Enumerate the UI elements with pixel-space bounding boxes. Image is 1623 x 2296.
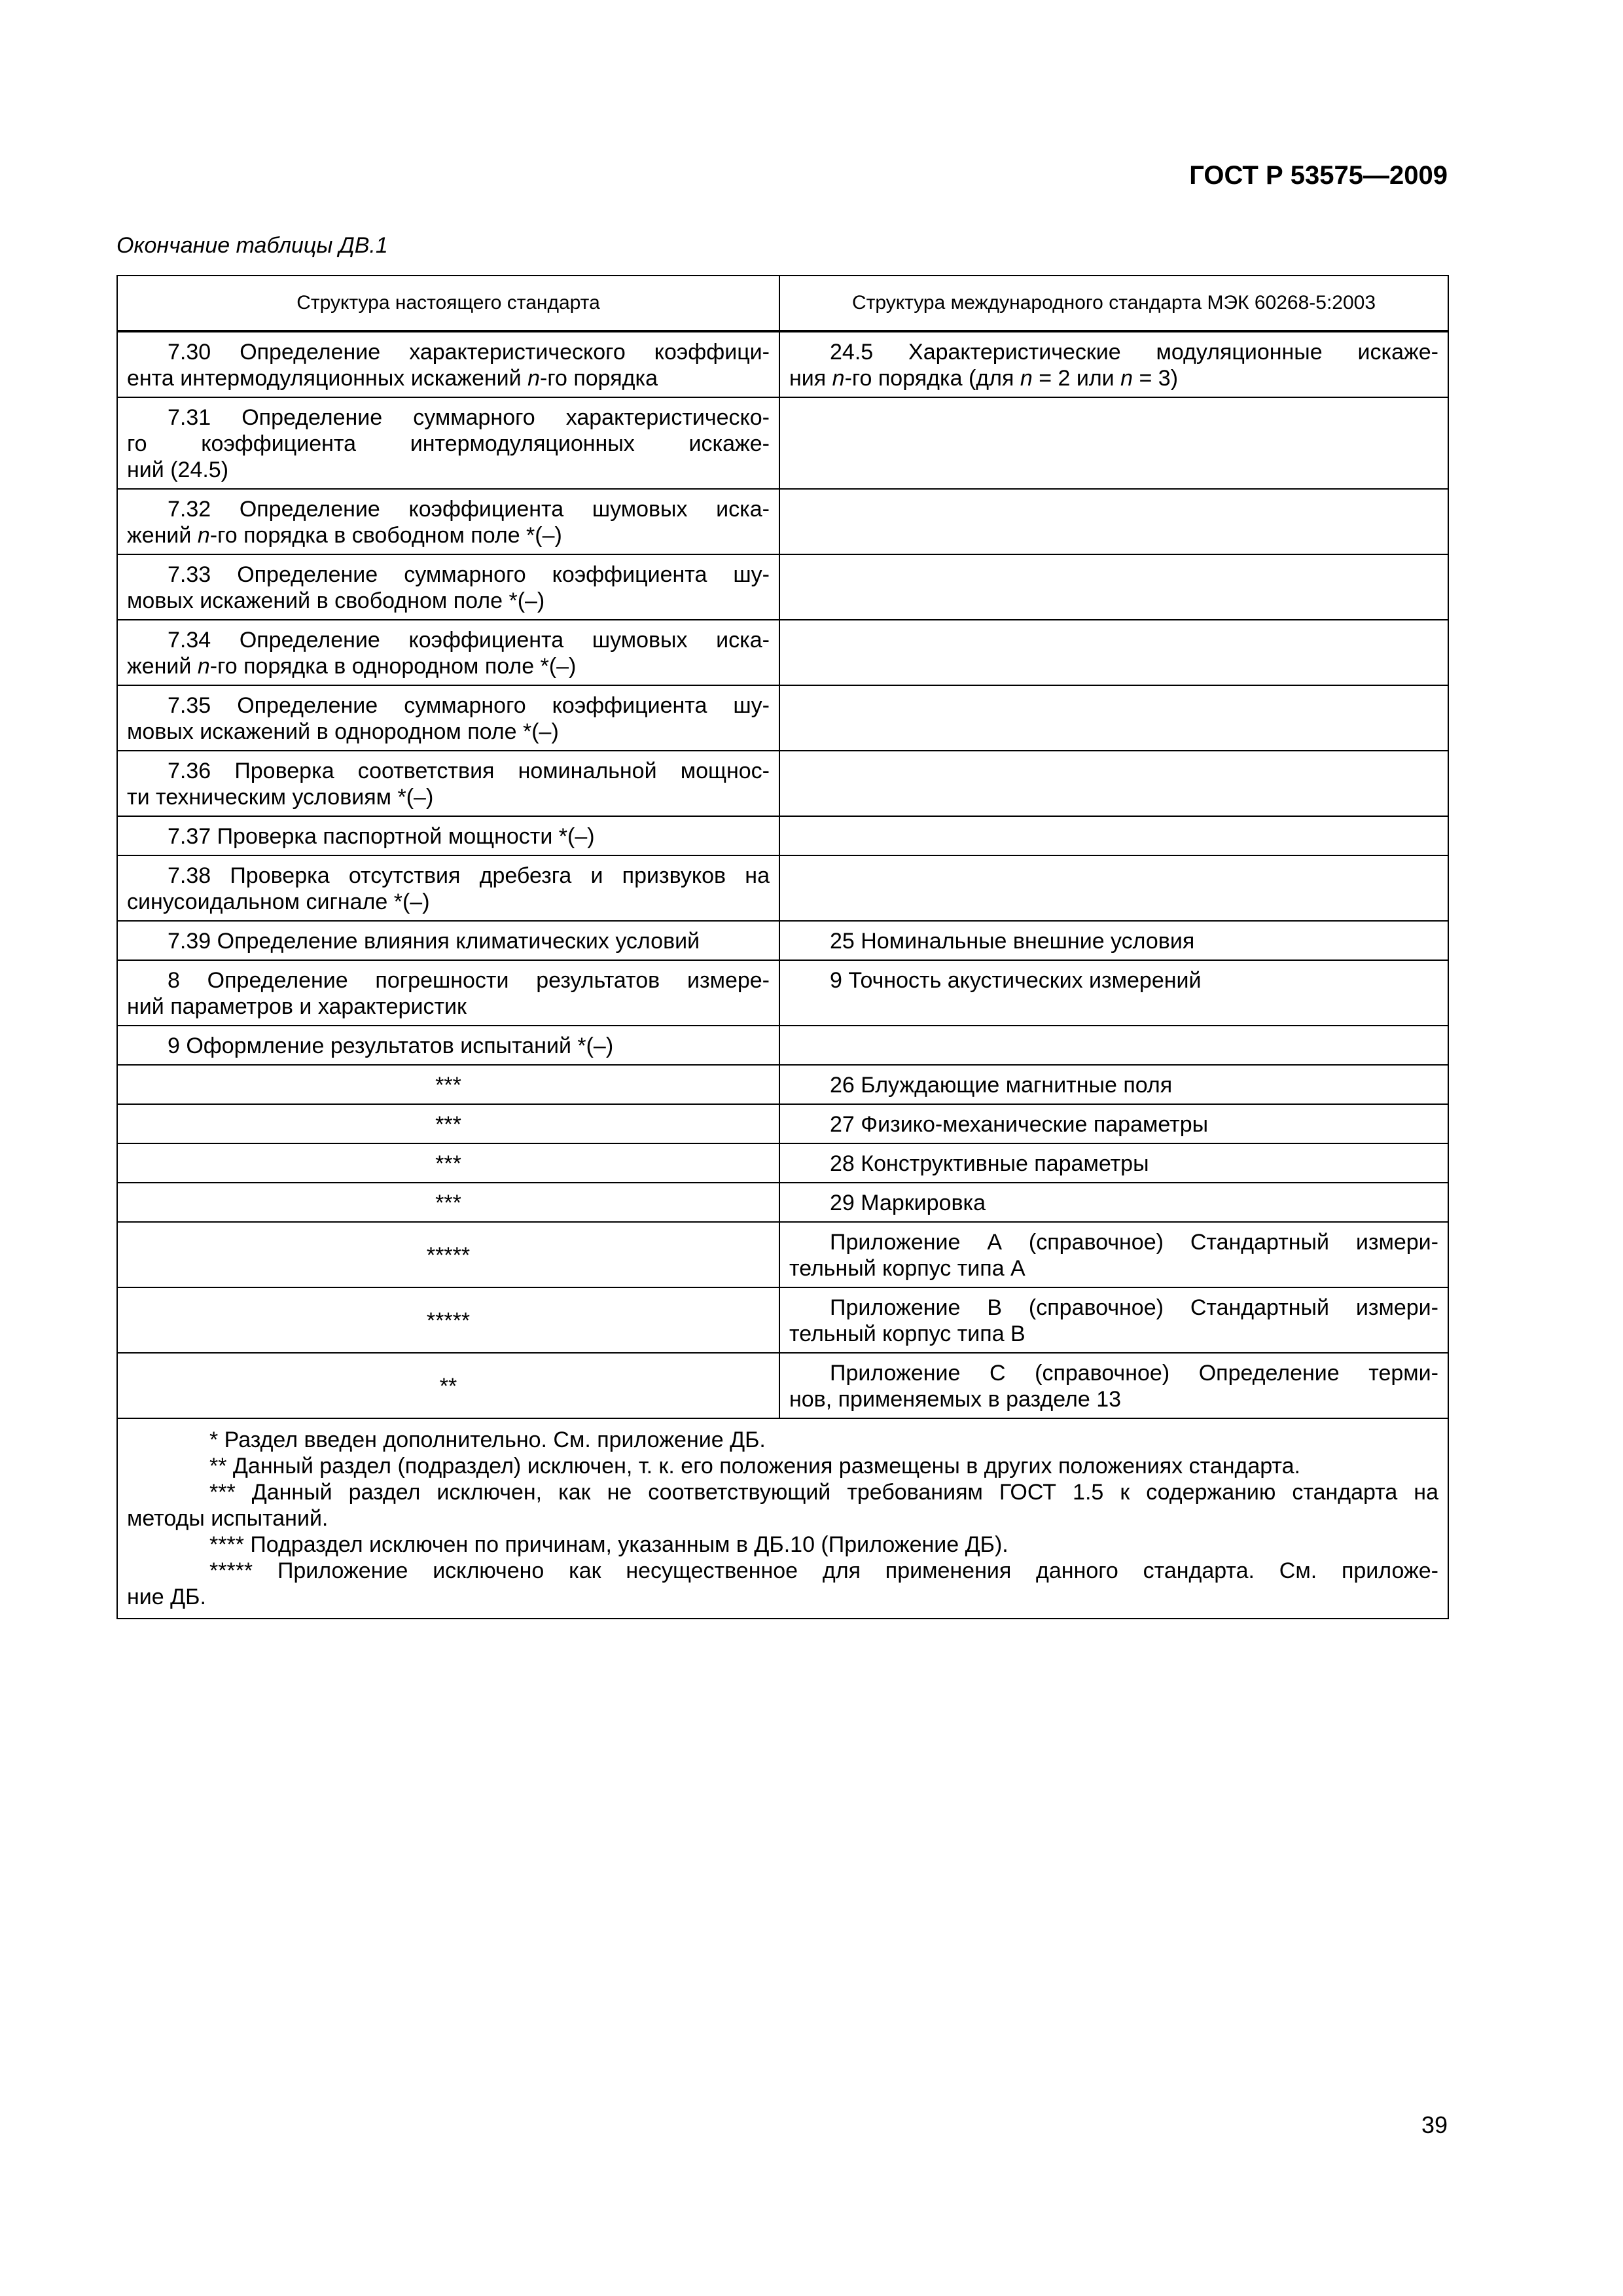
cell-line — [789, 1190, 1438, 1216]
table-row — [117, 921, 1448, 960]
table-row — [117, 855, 1448, 921]
national-section-cell — [117, 855, 779, 921]
text-segment: -го порядка в однородном поле *(–) — [209, 654, 577, 679]
text-segment: = 2 или — [1032, 366, 1121, 391]
text-segment: Приложение А (справочное) Стандартный измери- — [830, 1230, 1438, 1255]
international-section-cell — [779, 397, 1448, 489]
cell-line — [789, 1386, 1438, 1412]
notes-row — [117, 1418, 1448, 1619]
cell-line — [127, 863, 770, 889]
cell-line — [127, 889, 770, 915]
cell-line — [127, 758, 770, 784]
footnote-line: *** Данный раздел исключен, как не соответствующий требованиям ГОСТ 1.5 к содержанию стандарта на — [209, 1480, 1438, 1505]
international-section-cell — [779, 1353, 1448, 1418]
table-row — [117, 397, 1448, 489]
text-segment: 7.30 Определение характеристического коэффици- — [168, 340, 770, 365]
footnote — [127, 1479, 1438, 1532]
text-segment: 7.39 Определение влияния климатических условий — [168, 929, 700, 954]
text-segment: 8 Определение погрешности результатов измере- — [168, 968, 770, 993]
international-section-cell — [779, 1143, 1448, 1183]
cell-line — [127, 339, 770, 365]
table-row — [117, 1143, 1448, 1183]
national-section-cell — [117, 921, 779, 960]
national-section-cell — [117, 816, 779, 855]
excluded-marker: *** — [117, 1183, 779, 1222]
text-segment: ния — [789, 366, 832, 391]
text-segment: 7.33 Определение суммарного коэффициента шу- — [168, 562, 770, 587]
text-segment: -го порядка (для — [844, 366, 1020, 391]
text-segment: нов, применяемых в разделе 13 — [789, 1387, 1122, 1412]
italic-variable: n — [527, 366, 541, 391]
table-row — [117, 620, 1448, 685]
cell-line — [127, 496, 770, 522]
text-segment: 27 Физико-механические параметры — [830, 1112, 1209, 1137]
excluded-marker: ***** — [117, 1287, 779, 1353]
cell-line — [789, 365, 1438, 391]
excluded-marker: ** — [117, 1353, 779, 1418]
international-section-cell — [779, 1026, 1448, 1065]
cell-line — [789, 1072, 1438, 1098]
text-segment: 25 Номинальные внешние условия — [830, 929, 1195, 954]
cell-line — [127, 784, 770, 810]
cell-line — [127, 365, 770, 391]
international-section-cell — [779, 1104, 1448, 1143]
international-section-cell — [779, 1222, 1448, 1287]
text-segment: -го порядка — [540, 366, 658, 391]
cell-line — [789, 928, 1438, 954]
international-section-cell — [779, 751, 1448, 816]
cell-line — [127, 823, 770, 850]
national-section-cell — [117, 751, 779, 816]
text-segment: мовых искажений в однородном поле *(–) — [127, 719, 559, 744]
cell-line — [127, 522, 770, 548]
cell-line — [789, 1321, 1438, 1347]
footnote-line: ние ДБ. — [127, 1585, 206, 1609]
italic-variable: n — [197, 654, 210, 679]
national-section-cell — [117, 554, 779, 620]
international-section-cell — [779, 816, 1448, 855]
international-section-cell — [779, 1183, 1448, 1222]
text-segment: -го порядка в свободном поле *(–) — [209, 523, 562, 548]
cell-line — [789, 1151, 1438, 1177]
cell-line — [127, 431, 770, 457]
footnote — [127, 1558, 1438, 1610]
column-header-international: Структура международного стандарта МЭК 60268-5:2003 — [779, 276, 1448, 331]
text-segment: 9 Оформление результатов испытаний *(–) — [168, 1033, 614, 1058]
international-section-cell — [779, 960, 1448, 1026]
italic-variable: n — [197, 523, 210, 548]
national-section-cell — [117, 397, 779, 489]
text-segment: 24.5 Характеристические модуляционные искаже- — [830, 340, 1438, 365]
page-number: 39 — [1421, 2111, 1448, 2138]
footnote-line: * Раздел введен дополнительно. См. приложение ДБ. — [209, 1427, 766, 1452]
italic-variable: n — [1020, 366, 1033, 391]
italic-variable: n — [1120, 366, 1133, 391]
footnote — [127, 1532, 1438, 1558]
text-segment: 28 Конструктивные параметры — [830, 1151, 1149, 1176]
national-section-cell — [117, 960, 779, 1026]
table-body — [117, 331, 1448, 1418]
text-segment: 7.34 Определение коэффициента шумовых иска- — [168, 628, 770, 653]
text-segment: синусоидальном сигнале *(–) — [127, 889, 430, 914]
excluded-marker: *** — [117, 1143, 779, 1183]
table-row — [117, 489, 1448, 554]
international-section-cell — [779, 554, 1448, 620]
text-segment: 29 Маркировка — [830, 1191, 986, 1215]
national-section-cell — [117, 685, 779, 751]
cell-line — [127, 994, 770, 1020]
cell-line — [789, 967, 1438, 994]
cell-line — [789, 1255, 1438, 1282]
text-segment: 7.36 Проверка соответствия номинальной мощнос- — [168, 759, 770, 783]
cell-line — [789, 1229, 1438, 1255]
cell-line — [789, 1360, 1438, 1386]
table-row — [117, 1104, 1448, 1143]
excluded-marker: *** — [117, 1104, 779, 1143]
text-segment: 7.32 Определение коэффициента шумовых иска- — [168, 497, 770, 522]
text-segment: 7.35 Определение суммарного коэффициента шу- — [168, 693, 770, 718]
footnote-line: ***** Приложение исключено как несущественное для применения данного стандарта. См. приложе- — [209, 1558, 1438, 1583]
text-segment: ний параметров и характеристик — [127, 994, 467, 1019]
text-segment: 7.37 Проверка паспортной мощности *(–) — [168, 824, 595, 849]
international-section-cell — [779, 685, 1448, 751]
international-section-cell — [779, 489, 1448, 554]
cell-line — [127, 588, 770, 614]
national-section-cell — [117, 331, 779, 397]
text-segment: тельный корпус типа В — [789, 1321, 1026, 1346]
cell-line — [127, 928, 770, 954]
international-section-cell — [779, 921, 1448, 960]
text-segment: ти техническим условиям *(–) — [127, 785, 434, 810]
cell-line — [127, 653, 770, 679]
cell-line — [127, 404, 770, 431]
national-section-cell — [117, 489, 779, 554]
text-segment: 9 Точность акустических измерений — [830, 968, 1202, 993]
international-section-cell — [779, 1287, 1448, 1353]
cell-line — [127, 719, 770, 745]
international-section-cell — [779, 1065, 1448, 1104]
international-section-cell — [779, 620, 1448, 685]
table-row — [117, 1026, 1448, 1065]
table-row — [117, 1065, 1448, 1104]
text-segment: жений — [127, 654, 198, 679]
text-segment: ента интермодуляционных искажений — [127, 366, 528, 391]
table-header-row — [117, 276, 1448, 331]
text-segment: 26 Блуждающие магнитные поля — [830, 1073, 1173, 1098]
text-segment: Приложение В (справочное) Стандартный измери- — [830, 1295, 1438, 1320]
table-notes — [117, 1418, 1448, 1619]
comparison-table — [116, 275, 1449, 1619]
text-segment: жений — [127, 523, 198, 548]
text-segment: Приложение С (справочное) Определение терми- — [830, 1361, 1438, 1386]
column-header-national: Структура настоящего стандарта — [117, 276, 779, 331]
cell-line — [127, 967, 770, 994]
text-segment: мовых искажений в свободном поле *(–) — [127, 588, 545, 613]
text-segment: 7.38 Проверка отсутствия дребезга и призвуков на — [168, 863, 770, 888]
table-row — [117, 1353, 1448, 1418]
table-row — [117, 816, 1448, 855]
table-row — [117, 960, 1448, 1026]
footnote-line: методы испытаний. — [127, 1506, 329, 1531]
cell-line — [127, 457, 770, 483]
text-segment: ний (24.5) — [127, 457, 229, 482]
cell-line — [789, 1111, 1438, 1138]
table-row — [117, 1222, 1448, 1287]
table-row — [117, 554, 1448, 620]
italic-variable: n — [832, 366, 845, 391]
table-row — [117, 1183, 1448, 1222]
cell-line — [789, 339, 1438, 365]
table-caption: Окончание таблицы ДВ.1 — [116, 233, 388, 258]
table-row — [117, 1287, 1448, 1353]
cell-line — [127, 627, 770, 653]
international-section-cell — [779, 855, 1448, 921]
standard-code: ГОСТ Р 53575—2009 — [1189, 161, 1448, 190]
cell-line — [127, 692, 770, 719]
table-row — [117, 685, 1448, 751]
national-section-cell — [117, 1026, 779, 1065]
excluded-marker: ***** — [117, 1222, 779, 1287]
table-row — [117, 751, 1448, 816]
footnote — [127, 1453, 1438, 1479]
cell-line — [127, 562, 770, 588]
footnote-line: **** Подраздел исключен по причинам, указанным в ДБ.10 (Приложение ДБ). — [209, 1532, 1008, 1557]
excluded-marker: *** — [117, 1065, 779, 1104]
footnote-line: ** Данный раздел (подраздел) исключен, т. к. его положения размещены в других положениях стандарта. — [209, 1454, 1300, 1479]
text-segment: 7.31 Определение суммарного характеристическо- — [168, 405, 770, 430]
national-section-cell — [117, 620, 779, 685]
cell-line — [127, 1033, 770, 1059]
text-segment: го коэффициента интермодуляционных искаже- — [127, 431, 770, 456]
text-segment: = 3) — [1133, 366, 1179, 391]
footnote — [127, 1427, 1438, 1453]
international-section-cell — [779, 331, 1448, 397]
text-segment: тельный корпус типа А — [789, 1256, 1026, 1281]
cell-line — [789, 1295, 1438, 1321]
table-row — [117, 331, 1448, 397]
